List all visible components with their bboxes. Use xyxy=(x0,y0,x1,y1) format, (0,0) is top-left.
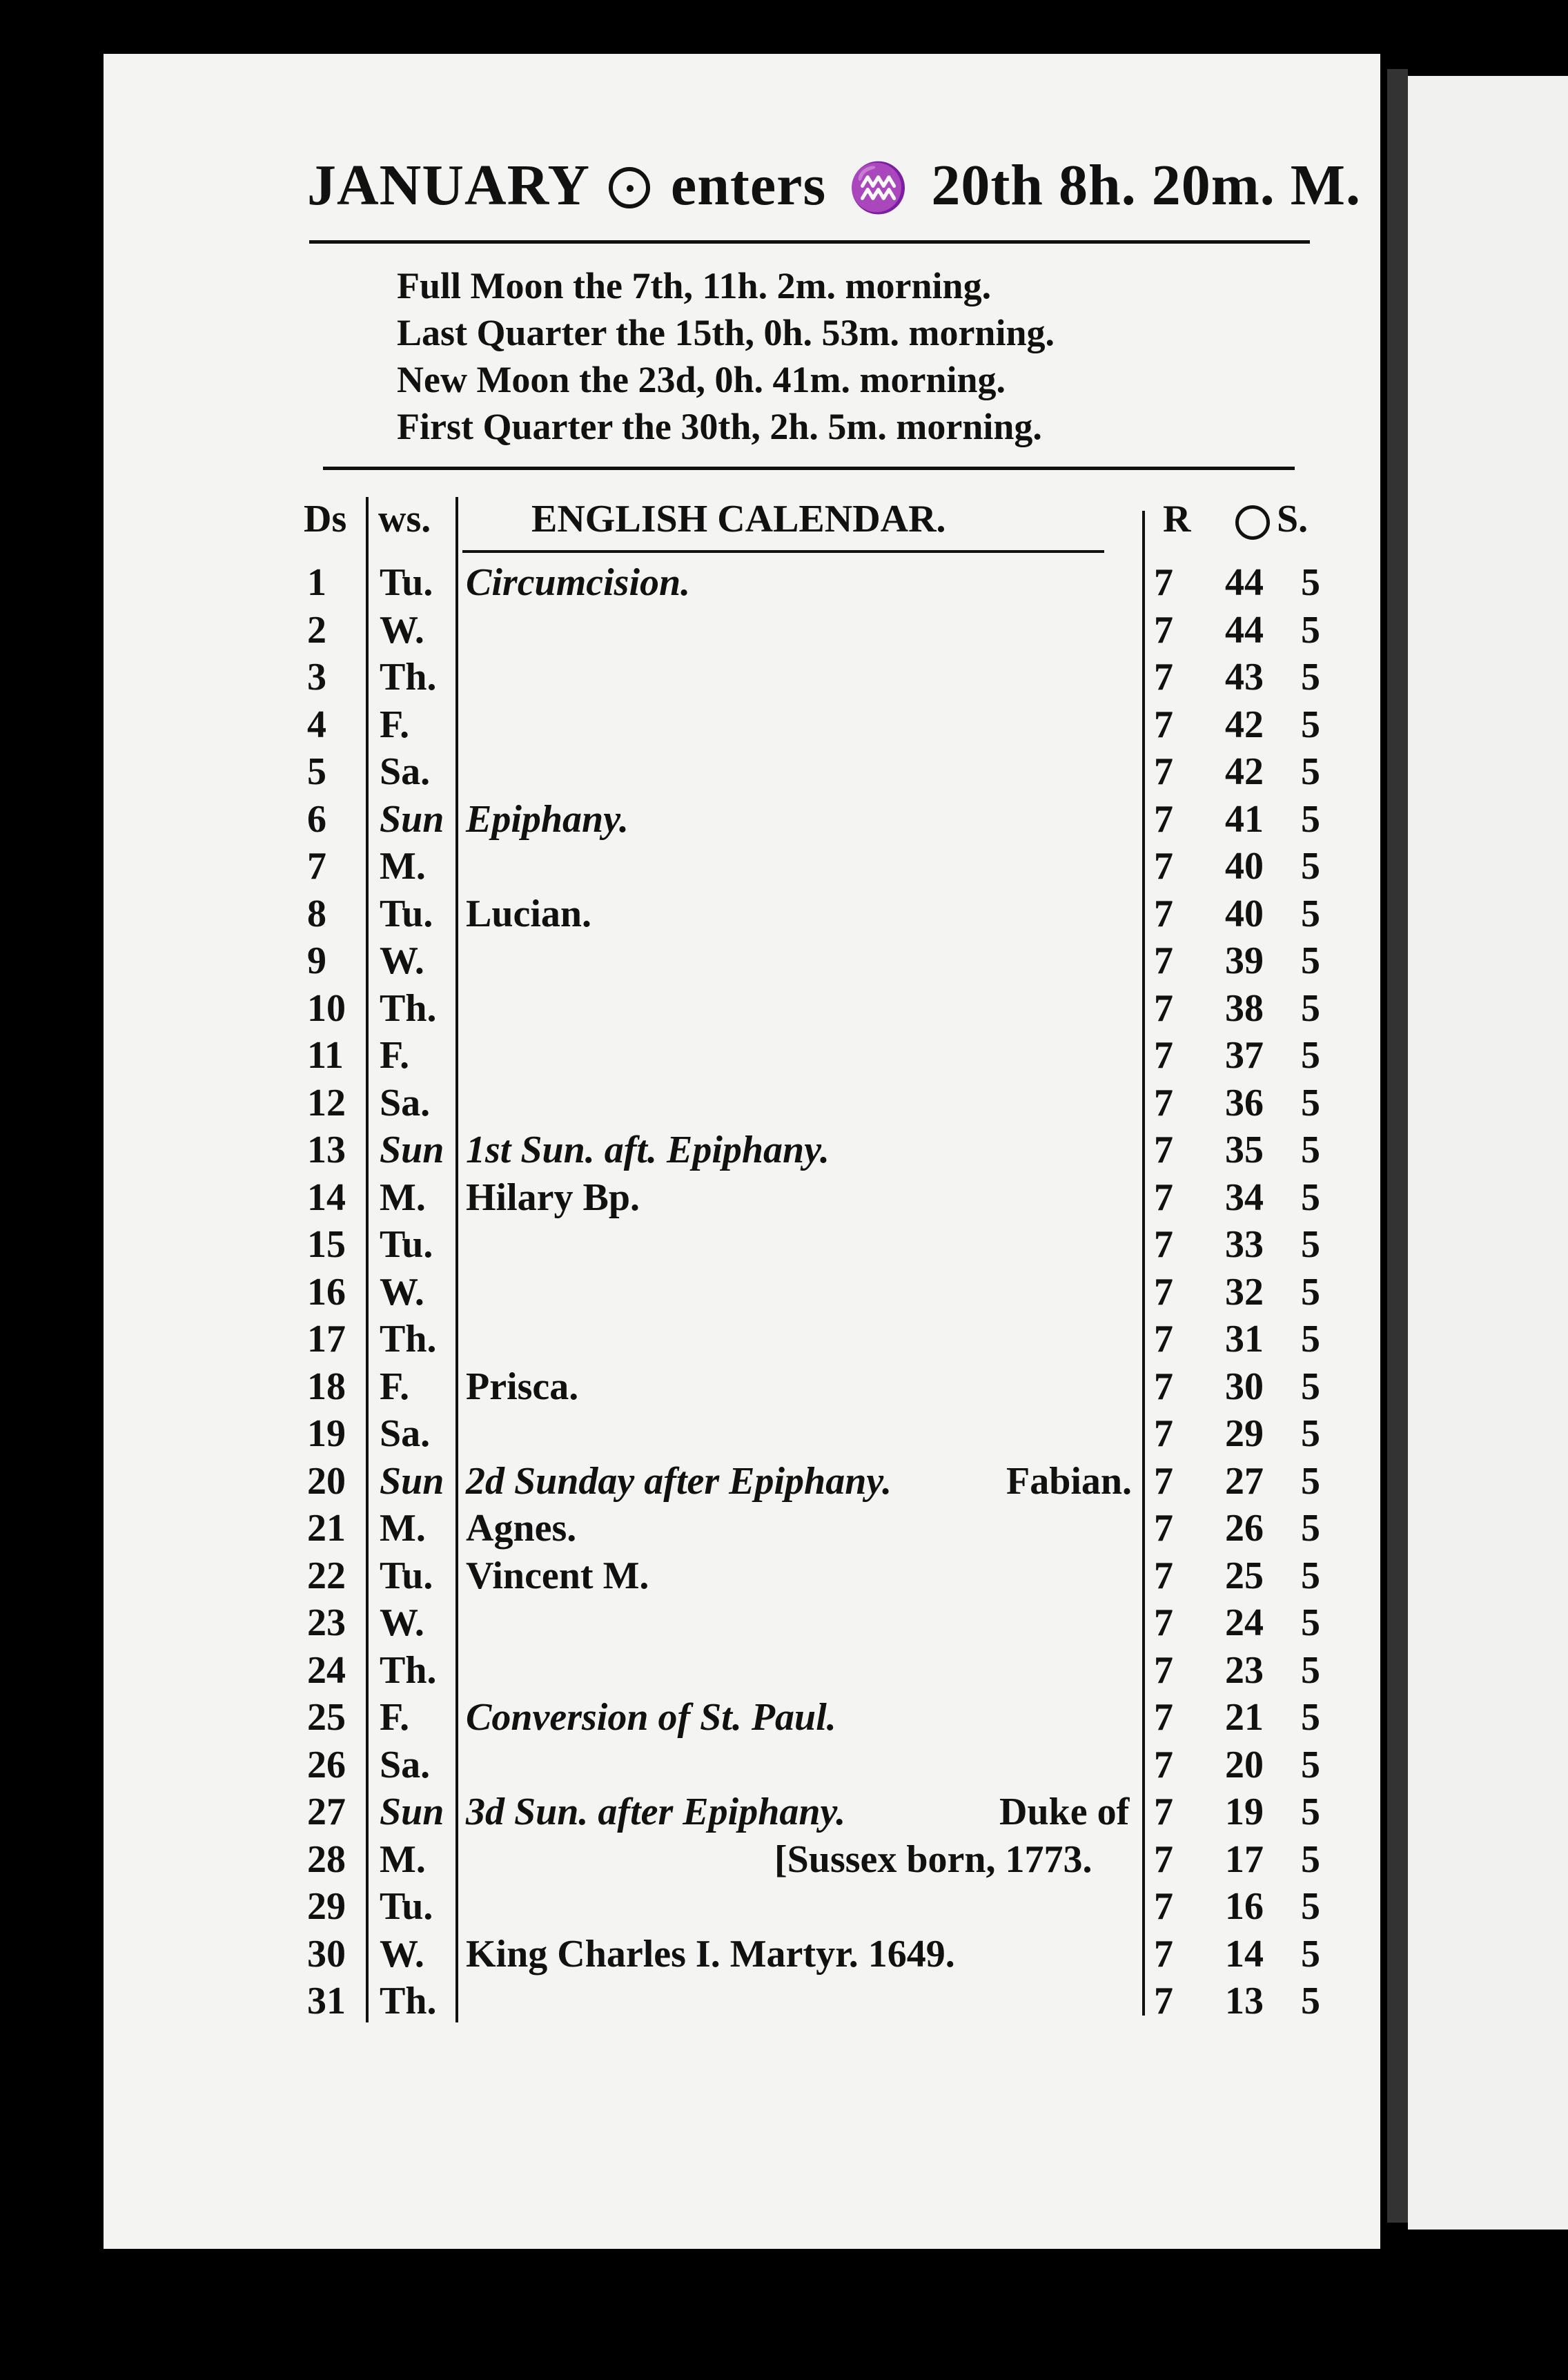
sunset-hour: 5 xyxy=(1301,1648,1320,1692)
weekday: Sa. xyxy=(380,1412,431,1455)
day-number: 24 xyxy=(307,1648,346,1692)
calendar-event-note: Duke of xyxy=(999,1791,1130,1833)
weekday: Th. xyxy=(380,1318,437,1360)
month-name: JANUARY xyxy=(307,153,588,217)
day-number: 21 xyxy=(307,1507,346,1550)
calendar-header-rule xyxy=(462,550,1104,553)
sunrise-hour: 7 xyxy=(1154,1837,1173,1881)
sunset-hour: 5 xyxy=(1301,1270,1320,1314)
weekday: Sun xyxy=(380,797,444,841)
sunrise-minute: 20 xyxy=(1225,1743,1264,1786)
sun-circle-icon xyxy=(1235,505,1270,540)
weekday: Tu. xyxy=(380,561,433,604)
moon-phases xyxy=(397,262,1055,450)
weekday: Sa. xyxy=(380,1743,431,1786)
weekday: Sun xyxy=(380,1459,444,1503)
sunrise-minute: 36 xyxy=(1225,1081,1264,1124)
sunrise-sun-icon xyxy=(1235,500,1270,544)
enters-text: enters xyxy=(670,153,827,217)
sunrise-hour: 7 xyxy=(1154,845,1173,888)
sunrise-minute: 38 xyxy=(1225,986,1264,1030)
day-number: 27 xyxy=(307,1791,346,1833)
calendar-event: Lucian. xyxy=(466,892,592,935)
calendar-event: King Charles I. Martyr. 1649. xyxy=(466,1932,955,1976)
day-number: 11 xyxy=(307,1034,344,1077)
sign-time: 20th 8h. 20m. M. xyxy=(931,153,1361,217)
day-number: 31 xyxy=(307,1980,346,2022)
sunrise-hour: 7 xyxy=(1154,892,1173,935)
phases-rule xyxy=(323,467,1295,470)
sunrise-minute: 43 xyxy=(1225,656,1264,699)
weekday: Tu. xyxy=(380,892,433,935)
sunrise-minute: 24 xyxy=(1225,1601,1264,1644)
sunrise-minute: 30 xyxy=(1225,1365,1264,1408)
day-number: 13 xyxy=(307,1129,346,1171)
day-number: 18 xyxy=(307,1365,346,1408)
set-column-header: S. xyxy=(1277,498,1309,540)
rise-column-header: R xyxy=(1163,498,1191,540)
sunrise-hour: 7 xyxy=(1154,561,1173,604)
weekday: Tu. xyxy=(380,1554,433,1597)
sunset-hour: 5 xyxy=(1301,1459,1320,1503)
weekday: Sun xyxy=(380,1791,444,1833)
sunrise-minute: 25 xyxy=(1225,1554,1264,1597)
sunrise-hour: 7 xyxy=(1154,1885,1173,1928)
weekday: Sa. xyxy=(380,750,431,793)
sunset-hour: 5 xyxy=(1301,1365,1320,1408)
weekday: Th. xyxy=(380,986,437,1030)
weekday: W. xyxy=(380,608,424,652)
sunrise-minute: 17 xyxy=(1225,1837,1264,1881)
sunrise-minute: 39 xyxy=(1225,939,1264,982)
weekday: F. xyxy=(380,1365,410,1408)
calendar-event-note: Fabian. xyxy=(1006,1459,1133,1503)
sunrise-hour: 7 xyxy=(1154,1081,1173,1124)
weekday: Th. xyxy=(380,1980,437,2022)
book-gutter xyxy=(1387,69,1408,2223)
sunset-hour: 5 xyxy=(1301,1601,1320,1644)
sunset-hour: 5 xyxy=(1301,1412,1320,1455)
calendar-event: Agnes. xyxy=(466,1507,577,1550)
sunset-hour: 5 xyxy=(1301,1837,1320,1881)
weekday: Th. xyxy=(380,1648,437,1692)
sunrise-hour: 7 xyxy=(1154,1270,1173,1314)
sunrise-hour: 7 xyxy=(1154,1554,1173,1597)
weekday: Tu. xyxy=(380,1885,433,1928)
sunrise-hour: 7 xyxy=(1154,750,1173,793)
sunrise-minute: 23 xyxy=(1225,1648,1264,1692)
sunrise-hour: 7 xyxy=(1154,1507,1173,1550)
weekday: M. xyxy=(380,845,426,888)
day-number: 3 xyxy=(307,656,326,699)
day-number: 29 xyxy=(307,1885,346,1928)
calendar-event: Vincent M. xyxy=(466,1554,649,1597)
sunset-hour: 5 xyxy=(1301,1081,1320,1124)
sunrise-minute: 33 xyxy=(1225,1223,1264,1266)
day-number: 8 xyxy=(307,892,326,935)
header-rule xyxy=(309,240,1310,244)
sunrise-hour: 7 xyxy=(1154,1648,1173,1692)
day-column-divider xyxy=(366,497,369,2022)
weekday: F. xyxy=(380,1034,410,1077)
sunrise-hour: 7 xyxy=(1154,986,1173,1030)
calendar-event-note: [Sussex born, 1773. xyxy=(774,1837,1092,1881)
sunset-hour: 5 xyxy=(1301,1507,1320,1550)
calendar-event: 3d Sun. after Epiphany. xyxy=(466,1791,846,1833)
sunrise-minute: 29 xyxy=(1225,1412,1264,1455)
sunrise-hour: 7 xyxy=(1154,1743,1173,1786)
sunrise-minute: 35 xyxy=(1225,1129,1264,1171)
sunrise-hour: 7 xyxy=(1154,1223,1173,1266)
weekday: F. xyxy=(380,703,410,746)
calendar-event: Prisca. xyxy=(466,1365,579,1408)
calendar-event: Epiphany. xyxy=(466,797,629,841)
sunset-hour: 5 xyxy=(1301,1034,1320,1077)
sunrise-minute: 19 xyxy=(1225,1791,1264,1833)
calendar-event: Circumcision. xyxy=(466,561,691,604)
weekday-column-divider xyxy=(455,497,458,2022)
day-number: 4 xyxy=(307,703,326,746)
calendar-event: 1st Sun. aft. Epiphany. xyxy=(466,1129,830,1171)
sunrise-minute: 27 xyxy=(1225,1459,1264,1503)
sunset-hour: 5 xyxy=(1301,656,1320,699)
day-number: 10 xyxy=(307,986,346,1030)
sunrise-hour: 7 xyxy=(1154,797,1173,841)
new-moon-line: New Moon the 23d, 0h. 41m. morning. xyxy=(397,359,1006,400)
day-number: 16 xyxy=(307,1270,346,1314)
sunrise-minute: 14 xyxy=(1225,1932,1264,1976)
calendar-column-divider xyxy=(1142,511,1145,2016)
day-number: 17 xyxy=(307,1318,346,1360)
sunrise-minute: 40 xyxy=(1225,892,1264,935)
sunset-hour: 5 xyxy=(1301,1932,1320,1976)
sunset-hour: 5 xyxy=(1301,1885,1320,1928)
day-number: 23 xyxy=(307,1601,346,1644)
calendar-column-header: ENGLISH CALENDAR. xyxy=(531,498,946,540)
sunrise-minute: 34 xyxy=(1225,1176,1264,1219)
sunrise-hour: 7 xyxy=(1154,1459,1173,1503)
calendar-event: Hilary Bp. xyxy=(466,1176,640,1219)
sunset-hour: 5 xyxy=(1301,1554,1320,1597)
sunset-hour: 5 xyxy=(1301,1696,1320,1739)
sunrise-hour: 7 xyxy=(1154,1318,1173,1360)
sunset-hour: 5 xyxy=(1301,892,1320,935)
sunrise-minute: 44 xyxy=(1225,608,1264,652)
sunset-hour: 5 xyxy=(1301,1980,1320,2022)
weekday: Th. xyxy=(380,656,437,699)
weekday: Sun xyxy=(380,1129,444,1171)
day-number: 30 xyxy=(307,1932,346,1976)
weekday: M. xyxy=(380,1837,426,1881)
sunset-hour: 5 xyxy=(1301,1791,1320,1833)
sunset-hour: 5 xyxy=(1301,986,1320,1030)
day-number: 14 xyxy=(307,1176,346,1219)
sunrise-hour: 7 xyxy=(1154,1412,1173,1455)
sunset-hour: 5 xyxy=(1301,608,1320,652)
sunrise-hour: 7 xyxy=(1154,1129,1173,1171)
sunset-hour: 5 xyxy=(1301,1318,1320,1360)
sunrise-hour: 7 xyxy=(1154,608,1173,652)
day-number: 28 xyxy=(307,1837,346,1881)
sunset-hour: 5 xyxy=(1301,703,1320,746)
facing-page xyxy=(1408,76,1568,2230)
sunrise-hour: 7 xyxy=(1154,1980,1173,2022)
last-quarter-line: Last Quarter the 15th, 0h. 53m. morning. xyxy=(397,312,1055,353)
weekday: W. xyxy=(380,1601,424,1644)
day-column-header: Ds xyxy=(304,498,347,540)
day-number: 6 xyxy=(307,797,326,841)
day-number: 2 xyxy=(307,608,326,652)
weekday: W. xyxy=(380,1270,424,1314)
day-number: 19 xyxy=(307,1412,346,1455)
aquarius-symbol-icon: ♒ xyxy=(848,162,910,215)
sunrise-minute: 44 xyxy=(1225,561,1264,604)
weekday: M. xyxy=(380,1507,426,1550)
sunrise-hour: 7 xyxy=(1154,1696,1173,1739)
day-number: 25 xyxy=(307,1696,346,1739)
day-number: 9 xyxy=(307,939,326,982)
sunset-hour: 5 xyxy=(1301,1223,1320,1266)
weekday-column-header: ws. xyxy=(378,498,431,540)
calendar-event: Conversion of St. Paul. xyxy=(466,1696,836,1739)
sunset-hour: 5 xyxy=(1301,939,1320,982)
day-number: 5 xyxy=(307,750,326,793)
weekday: W. xyxy=(380,939,424,982)
sunrise-minute: 37 xyxy=(1225,1034,1264,1077)
sunrise-minute: 31 xyxy=(1225,1318,1264,1360)
sunset-hour: 5 xyxy=(1301,561,1320,604)
sunrise-hour: 7 xyxy=(1154,1791,1173,1833)
full-moon-line: Full Moon the 7th, 11h. 2m. morning. xyxy=(397,265,992,306)
sunrise-hour: 7 xyxy=(1154,939,1173,982)
sunrise-minute: 21 xyxy=(1225,1696,1264,1739)
sunset-hour: 5 xyxy=(1301,845,1320,888)
sunrise-hour: 7 xyxy=(1154,703,1173,746)
sunset-hour: 5 xyxy=(1301,797,1320,841)
sunrise-minute: 26 xyxy=(1225,1507,1264,1550)
sun-symbol-icon xyxy=(609,167,650,208)
weekday: Sa. xyxy=(380,1081,431,1124)
day-number: 12 xyxy=(307,1081,346,1124)
sunrise-hour: 7 xyxy=(1154,1034,1173,1077)
day-number: 26 xyxy=(307,1743,346,1786)
weekday: Tu. xyxy=(380,1223,433,1266)
sunrise-minute: 41 xyxy=(1225,797,1264,841)
weekday: F. xyxy=(380,1696,410,1739)
sunrise-minute: 16 xyxy=(1225,1885,1264,1928)
day-number: 20 xyxy=(307,1459,346,1503)
sunset-hour: 5 xyxy=(1301,1176,1320,1219)
first-quarter-line: First Quarter the 30th, 2h. 5m. morning. xyxy=(397,406,1042,447)
sunrise-minute: 42 xyxy=(1225,703,1264,746)
sunrise-hour: 7 xyxy=(1154,656,1173,699)
sunrise-hour: 7 xyxy=(1154,1932,1173,1976)
month-header xyxy=(307,152,1361,219)
weekday: M. xyxy=(380,1176,426,1219)
sunrise-minute: 40 xyxy=(1225,845,1264,888)
calendar-event: 2d Sunday after Epiphany. xyxy=(466,1459,892,1503)
day-number: 7 xyxy=(307,845,326,888)
day-number: 22 xyxy=(307,1554,346,1597)
sunset-hour: 5 xyxy=(1301,1129,1320,1171)
sunrise-hour: 7 xyxy=(1154,1365,1173,1408)
sunset-hour: 5 xyxy=(1301,750,1320,793)
sunrise-hour: 7 xyxy=(1154,1601,1173,1644)
day-number: 15 xyxy=(307,1223,346,1266)
day-number: 1 xyxy=(307,561,326,604)
sunrise-minute: 32 xyxy=(1225,1270,1264,1314)
sunset-hour: 5 xyxy=(1301,1743,1320,1786)
sunrise-minute: 42 xyxy=(1225,750,1264,793)
weekday: W. xyxy=(380,1932,424,1976)
sunrise-hour: 7 xyxy=(1154,1176,1173,1219)
sunrise-minute: 13 xyxy=(1225,1980,1264,2022)
